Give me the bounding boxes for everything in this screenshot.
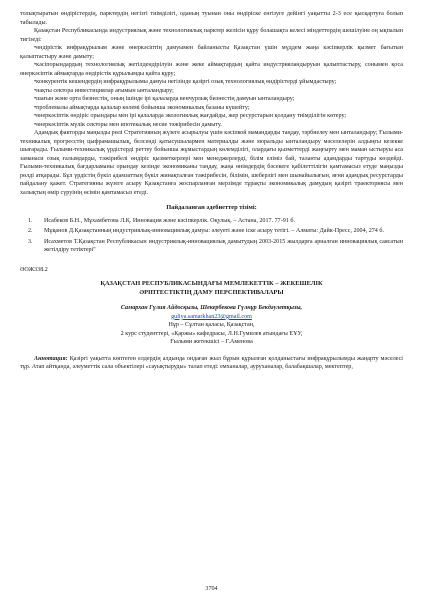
- list-item: •конкурентік кешендердің инфрақұрылымы дамуы негізінде қазіргі озық технологиялық өндірістерді ұйымдастыру;: [34, 79, 337, 85]
- list-item: •шағын және орта бизнестің, оның ішінде ірі қалаларда венчурлық бизнестің дамуын ынталандыру;: [34, 96, 295, 102]
- list-item: •өнеркәсіптік мүлік секторы мен ипотекалық несие тәжірибесін дамыту.: [34, 121, 222, 128]
- udc-code: ӘОЖ338.2: [20, 266, 48, 273]
- email-link[interactable]: guliya.samarkhan23@gmail.com: [171, 313, 252, 320]
- paragraph: Адамдық факторды маңызды рөлі Стратегияның жүзеге асырылуы үшін кәсіпкой мамандарды таңдау, тәрбиелеу мен ынталандыру; Ғылыми-техникалық прогресстің цыфрамашылық, белсенді қатысушылармен материалды және моральды ынталандыру мәселелерін алдыңғы кезекке шығарады. Ғылыми-техникалық үрдістерді реттеу бойынша жұмыстардың көлемділігі, олардағы қызметтерді жаңғырту мен маман ыстыруы аса заманаси озық ғалымдарды, тәжірибелі өндіріс қызметкерлері мен менеджерлерді, білім еліміз бай, таланты адамдарды тартуды көздейді. Ғылыми-техникалық бағдарламаны орындау кезінде экономиканы таңдау, жаңа өнімдердің бәсекеге қабілеттілігін қамтамасыз етуде маңызды рөлді атқарады. Бұл үрдістің бүкіл адамзаттың бүкіл жинақталған тәжірибесін, білімін, шеберлігі мен шынайылығын, яғни адамдық ресурстарды пайдалану қажет. Стратегияны жүзеге асыру Қазақстанға жоспарланған мерзімде тұрақты экономикалық дамудың қазіргі траекториясы мен халықтың өмір сүруінің өсімін қамтамасыз етеді.: [20, 130, 403, 196]
- reference-item: [20, 238, 403, 255]
- reference-text: Исахметов Т.Қазақстан Республикасын индустриялық-инновациялық дамытудың 2003-2015 жылдарға арналған инновациялық саясатын жетілдіру тетіктері": [44, 238, 403, 253]
- reference-number: 3.: [28, 238, 33, 245]
- reference-item: [20, 217, 403, 226]
- list-item: •өнеркәсіптік өндіріс орындары мен ірі қалаларда экологиялық жағдайды, жер ресурстарын қолдану тиімділігін көтеру;: [34, 113, 347, 119]
- affiliation-city: Нұр – Сұлтан қаласы, Қазақстан,: [168, 322, 255, 329]
- list-item: •кәсіпорындардың технологиялық жетілдендірілуін және жеке аймақтардың қайта индустрияландыруын қалыптастыру, сонымен қоса өнеркәсіптік аймақтарда өндірістік құрылымды қайта құру;: [20, 62, 403, 77]
- reference-number: 2.: [28, 228, 33, 234]
- references-heading: Пайдаланған әдебиеттер тізімі:: [166, 204, 257, 211]
- article-title-line: ӘРІПТЕСТІКТІҢ ДАМУ ПЕРСПЕКТИВАЛАРЫ: [139, 288, 284, 296]
- abstract: [20, 355, 403, 372]
- article-title: [20, 280, 403, 297]
- reference-text: Мұқанов Д.Қазақстанның индустриялық-инновациялық дамуы: әлеуеті және іске асыру тетігі. – Алматы: Дайк-Пресс, 2004, 274 б.: [44, 228, 384, 234]
- article-title-line: ҚАЗАҚСТАН РЕСПУБЛИКАСЫНДАҒЫ МЕМЛЕКЕТТІК – ЖЕКЕШЕЛІК: [100, 280, 323, 287]
- reference-text: Исабеков Б.Н., Мұхамбетова Л.Қ. Инновация және кәсіпкерлік. Оқулық. – Астана, 2017. 77-91 б.: [44, 217, 295, 224]
- paragraph: толықтыратын өндірістердің, парктердің негізгі тиімділігі, оданың туынан оны өндіріске енгізуге дейінгі уақытты 2-3 есе қысқартуға болып табылады.: [20, 11, 403, 26]
- reference-item: [20, 227, 403, 236]
- page-number: 3704: [205, 586, 218, 592]
- authors: Самархан Гүлия Айдосқызы, Шекербекова Гүлнұр Бекдәулетқызы,: [120, 305, 303, 312]
- abstract-label: Аннотация:: [34, 355, 68, 362]
- list-item: •нақты сектора инвестициялар ағымын ынталандыру;: [34, 87, 174, 94]
- paragraph: Қазақстан Республикасында индустриялық және технологиялық парктер желісін құру болашақта келесі міндеттердің шешілуіне оң ықпалын тигізеді:: [20, 28, 403, 43]
- reference-number: 1.: [28, 217, 33, 224]
- abstract-text: Қазіргі уақытта көптеген елдердің алдында ондаған жыл бұрын құрылған қолданыстағы инфрақұрылымды жаңарту мәселесі тұр. Атап айтқанда, әлеуметтік сала объектілері «сауықтыруды» талап етеді: емханалар, ауруханалар, балабақшалар, мектептер,: [20, 355, 403, 371]
- affiliation-department: 2 курс студенттері, «Қаржы» кафедрасы, Л.Н.Гумилев атындағы ЕҰУ,: [120, 330, 303, 337]
- supervisor: Ғылыми жетекшісі – Г.Аменова: [170, 339, 253, 346]
- list-item: •өндірістік инфрақұрылым және өнеркәсіптің дамуымен байланысты Қазақстан үшін мүддем жаңа кәсіпкерлік қызмет бағытын қалыптастыру және дамыту;: [20, 45, 403, 60]
- list-item: •проблемалы аймақтарда қалалар көлемі бойынша экономикалық базаны күшейту;: [34, 104, 250, 111]
